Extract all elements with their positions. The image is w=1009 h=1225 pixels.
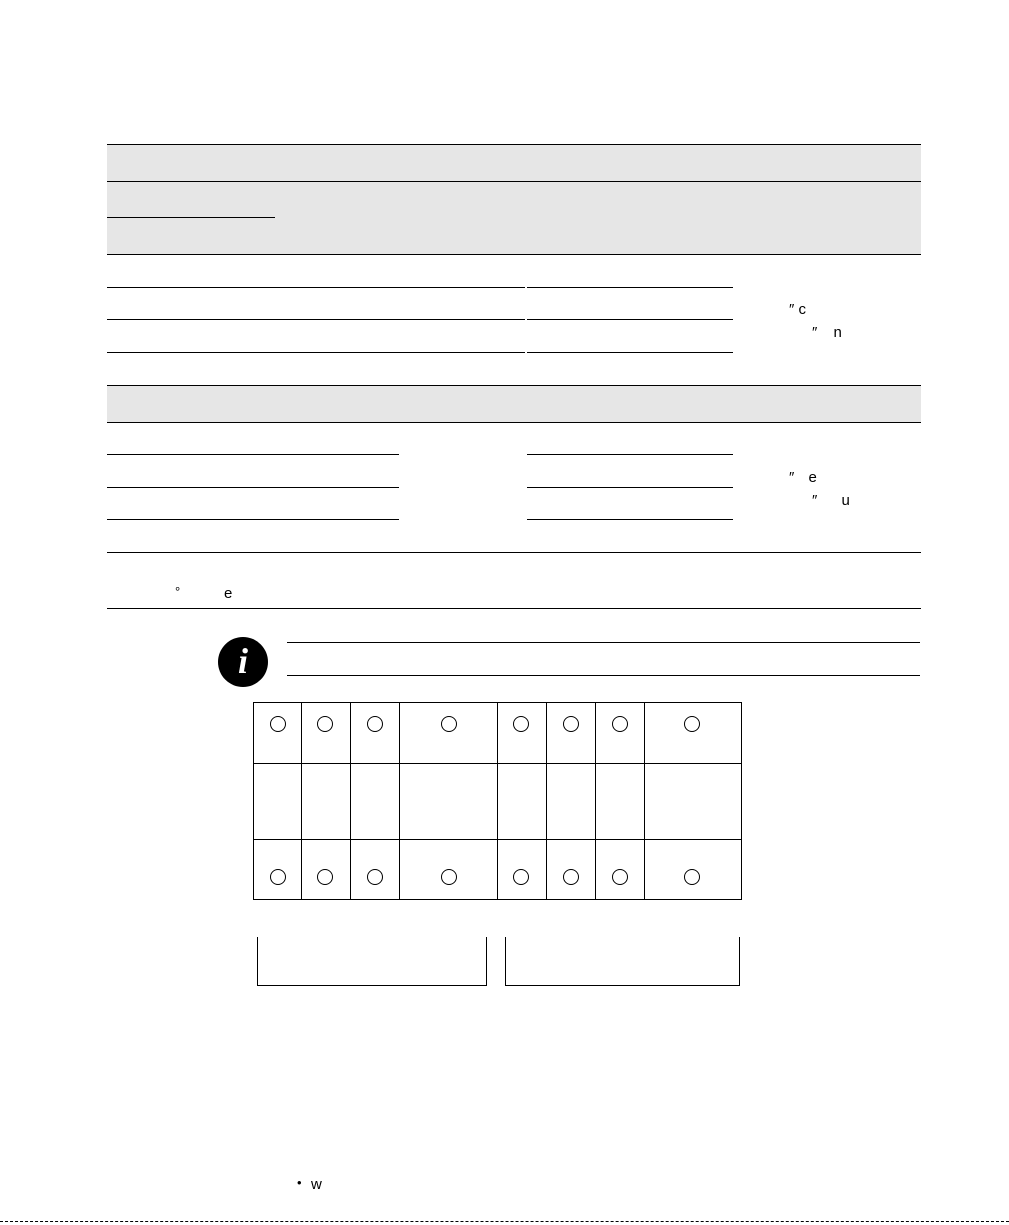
table-rule (107, 552, 921, 553)
terminal-screw-top (513, 716, 529, 732)
terminal-screw-bottom (563, 869, 579, 885)
terminal-screw-top (317, 716, 333, 732)
row-rule (107, 287, 525, 288)
row-rule (527, 519, 733, 520)
terminal-screw-top (367, 716, 383, 732)
terminal-column-divider (644, 702, 645, 900)
row-rule (527, 454, 733, 455)
bullet-marker: • (297, 1175, 302, 1190)
row-rule (107, 487, 399, 488)
table-top-rule (107, 144, 921, 145)
row-rule (107, 454, 399, 455)
table-bottom-rule (107, 608, 921, 609)
terminal-screw-top (563, 716, 579, 732)
section1-note-line-1: ″ c (789, 301, 806, 318)
terminal-column-divider (350, 702, 351, 900)
note-bottom-rule (287, 675, 920, 676)
terminal-screw-bottom (367, 869, 383, 885)
note-top-rule (287, 642, 920, 643)
section1-note-line-2: ″ n (812, 324, 842, 341)
table-rule (107, 422, 921, 423)
terminal-screw-top (684, 716, 700, 732)
table-group-header (107, 182, 921, 254)
terminal-screw-bottom (270, 869, 286, 885)
terminal-screw-top (441, 716, 457, 732)
info-glyph: i (237, 641, 248, 681)
row-rule (107, 352, 525, 353)
terminal-column-divider (546, 702, 547, 900)
terminal-screw-bottom (317, 869, 333, 885)
group-bracket-left (257, 937, 487, 986)
terminal-screw-top (270, 716, 286, 732)
table-rule (107, 254, 921, 255)
info-icon (218, 637, 268, 687)
terminal-screw-top (612, 716, 628, 732)
terminal-screw-bottom (612, 869, 628, 885)
table-rule (107, 385, 921, 386)
terminal-column-divider (399, 702, 400, 900)
terminal-column-divider (301, 702, 302, 900)
group-title-underline (107, 217, 275, 218)
row-rule (527, 287, 733, 288)
row-rule (527, 319, 733, 320)
terminal-screw-bottom (684, 869, 700, 885)
row-rule (107, 319, 525, 320)
section2-note-line-1: ″ e (789, 469, 817, 486)
group-bracket-right (505, 937, 740, 986)
terminal-screw-bottom (441, 869, 457, 885)
table-header-row (107, 145, 921, 181)
row-rule (107, 519, 399, 520)
terminal-column-divider (497, 702, 498, 900)
table-subheader-row (107, 386, 921, 422)
terminal-screw-bottom (513, 869, 529, 885)
terminal-column-divider (595, 702, 596, 900)
row-rule (527, 352, 733, 353)
bullet-text: w (311, 1176, 322, 1193)
section2-note-line-2: ″ u (812, 492, 850, 509)
page-footer-rule (0, 1221, 1009, 1222)
footnote-letter: e (224, 585, 233, 602)
table-rule (107, 181, 921, 182)
row-rule (527, 487, 733, 488)
footnote-degree: ° (175, 584, 181, 599)
